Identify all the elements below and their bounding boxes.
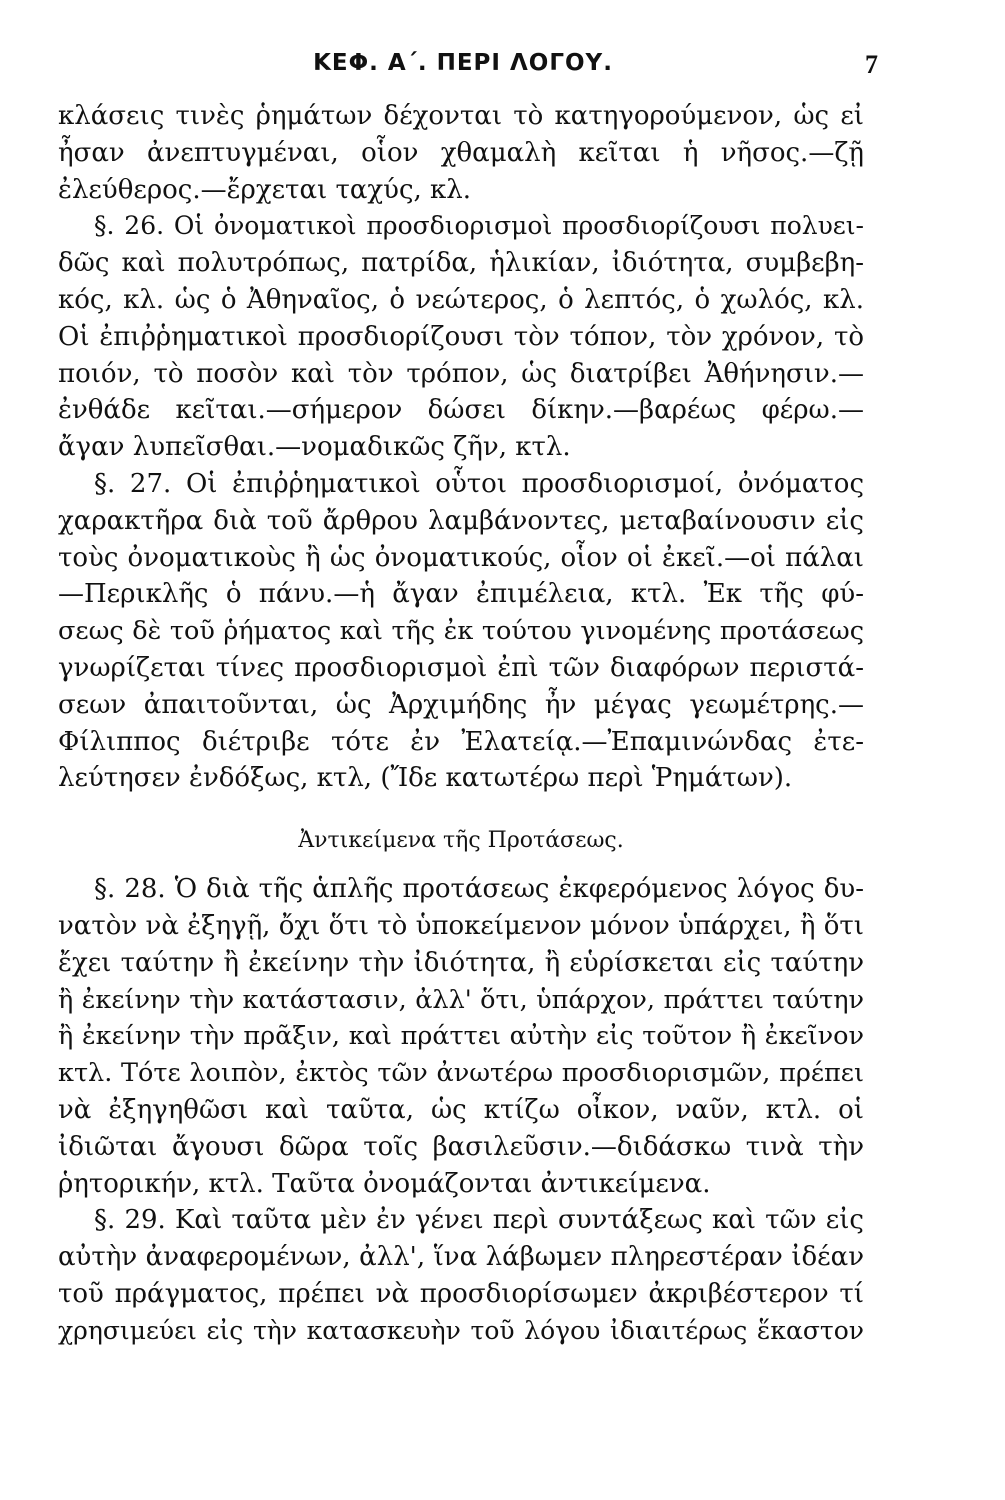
text-line: κός, κλ. ὡς ὁ Ἀθηναῖος, ὁ νεώτερος, ὁ λεπτός, ὁ χωλός, κλ. (58, 284, 864, 315)
text-line: Οἱ ἐπιῤῥηματικοὶ προσδιορίζουσι τὸν τόπον, τὸν χρόνον, τὸ (58, 321, 864, 352)
text-line: ἐλεύθερος.—ἔρχεται ταχύς, κλ. (58, 174, 472, 205)
section-subheading: Ἀντικείμενα τῆς Προτάσεως. (298, 828, 624, 854)
text-line: ἢ ἐκείνην τὴν κατάστασιν, ἀλλ' ὅτι, ὑπάρχον, πράττει ταύτην (58, 984, 864, 1015)
text-line: ἦσαν ἀνεπτυγμέναι, οἷον χθαμαλὴ κεῖται ἡ νῆσος.—ζῇ (58, 137, 864, 168)
text-line: σεων ἀπαιτοῦνται, ὡς Ἀρχιμήδης ἦν μέγας γεωμέτρης.— (58, 689, 864, 720)
text-line: σεως δὲ τοῦ ῥήματος καὶ τῆς ἐκ τούτου γινομένης προτάσεως (58, 616, 864, 647)
text-line: αὐτὴν ἀναφερομένων, ἀλλ', ἵνα λάβωμεν πληρεστέραν ἰδέαν (58, 1242, 864, 1273)
text-line: —Περικλῆς ὁ πάνυ.—ἡ ἄγαν ἐπιμέλεια, κτλ. Ἐκ τῆς φύ- (58, 579, 864, 610)
text-line: ἢ ἐκείνην τὴν πρᾶξιν, καὶ πράττει αὐτὴν εἰς τοῦτον ἢ ἐκεῖνον (58, 1021, 864, 1052)
text-line: χρησιμεύει εἰς τὴν κατασκευὴν τοῦ λόγου ἰδιαιτέρως ἕκαστον (58, 1315, 864, 1345)
text-line: νατὸν νὰ ἐξηγῇ, ὄχι ὅτι τὸ ὑποκείμενον μόνον ὑπάρχει, ἢ ὅτι (58, 910, 864, 941)
paragraph-26-start: §. 26. Οἱ ὀνοματικοὶ προσδιορισμοὶ προσδιορίζουσι πολυει- (94, 211, 864, 241)
text-line: τοὺς ὀνοματικοὺς ἢ ὡς ὀνοματικούς, οἷον οἱ ἐκεῖ.—οἱ πάλαι (58, 542, 864, 573)
paragraph-29-start: §. 29. Καὶ ταῦτα μὲν ἐν γένει περὶ συντάξεως καὶ τῶν εἰς (94, 1205, 864, 1236)
text-line: γνωρίζεται τίνες προσδιορισμοὶ ἐπὶ τῶν διαφόρων περιστά- (58, 652, 864, 683)
running-title: ΚΕΦ. Α΄. ΠΕΡΙ ΛΟΓΟΥ. (313, 50, 613, 76)
text-line: λεύτησεν ἐνδόξως, κτλ, (Ἴδε κατωτέρω περὶ Ῥημάτων). (58, 763, 793, 794)
text-line: ἰδιῶται ἄγουσι δῶρα τοῖς βασιλεῦσιν.—διδάσκω τινὰ τὴν (58, 1131, 864, 1162)
text-line: ἄγαν λυπεῖσθαι.—νομαδικῶς ζῆν, κτλ. (58, 432, 571, 463)
text-line: τοῦ πράγματος, πρέπει νὰ προσδιορίσωμεν ἀκριβέστερον τί (58, 1278, 864, 1309)
text-line: Φίλιππος διέτριβε τότε ἐν Ἐλατείᾳ.—Ἐπαμινώνδας ἐτε- (58, 726, 864, 757)
text-line: νὰ ἐξηγηθῶσι καὶ ταῦτα, ὡς κτίζω οἶκον, ναῦν, κτλ. οἱ (58, 1094, 864, 1125)
page-number: 7 (865, 50, 878, 79)
text-line: ἔχει ταύτην ἢ ἐκείνην τὴν ἰδιότητα, ἢ εὑρίσκεται εἰς ταύτην (58, 947, 864, 978)
running-head (58, 50, 878, 90)
text-line: ποιόν, τὸ ποσὸν καὶ τὸν τρόπον, ὡς διατρίβει Ἀθήνησιν.— (58, 358, 864, 389)
text-line: ῥητορικήν, κτλ. Ταῦτα ὀνομάζονται ἀντικείμενα. (58, 1168, 711, 1199)
text-line: δῶς καὶ πολυτρόπως, πατρίδα, ἡλικίαν, ἰδιότητα, συμβεβη- (58, 248, 864, 279)
paragraph-27-start: §. 27. Οἱ ἐπιῤῥηματικοὶ οὗτοι προσδιορισμοί, ὀνόματος (94, 468, 864, 499)
text-line: χαρακτῆρα διὰ τοῦ ἄρθρου λαμβάνοντες, μεταβαίνουσιν εἰς (58, 505, 864, 536)
text-line: κτλ. Τότε λοιπὸν, ἐκτὸς τῶν ἀνωτέρω προσδιορισμῶν, πρέπει (58, 1058, 864, 1089)
body-text (58, 98, 864, 1350)
paragraph-28-start: §. 28. Ὁ διὰ τῆς ἁπλῆς προτάσεως ἐκφερόμενος λόγος δυ- (94, 874, 864, 905)
text-line: ἐνθάδε κεῖται.—σήμερον δώσει δίκην.—βαρέως φέρω.— (58, 395, 864, 426)
text-line: κλάσεις τινὲς ῥημάτων δέχονται τὸ κατηγορούμενον, ὡς εἰ (58, 101, 864, 131)
